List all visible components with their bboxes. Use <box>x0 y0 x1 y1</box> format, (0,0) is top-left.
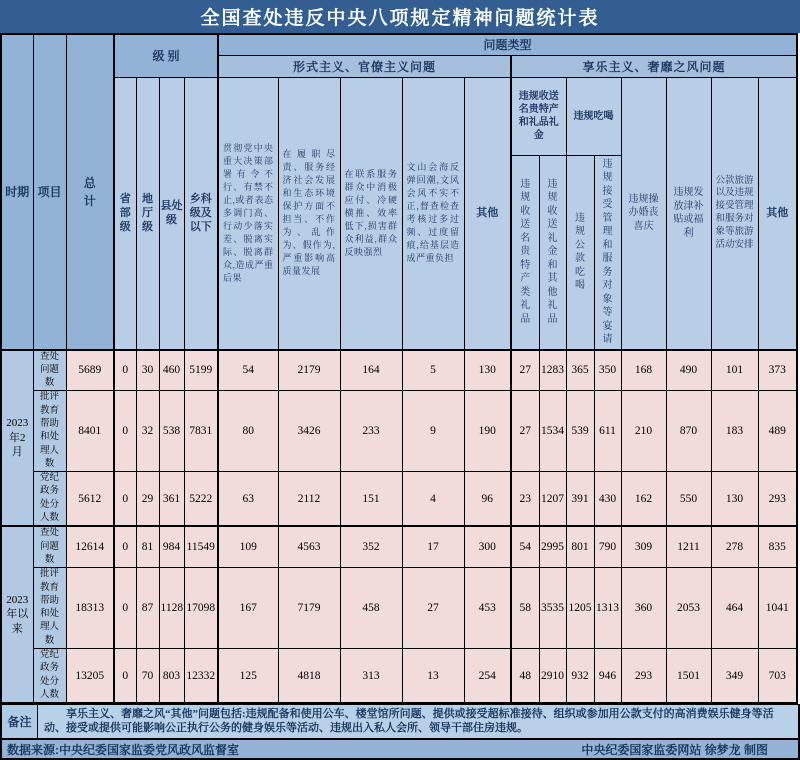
data-cell: 87 <box>136 568 159 649</box>
data-cell: 4563 <box>278 526 340 567</box>
table-row <box>1 472 797 527</box>
data-cell: 373 <box>758 350 797 391</box>
header-row-c1 <box>1 77 797 155</box>
item-cell: 批评教育帮助和处理人数 <box>33 568 66 649</box>
stats-table <box>0 33 798 704</box>
data-cell: 1205 <box>566 568 594 649</box>
data-cell: 801 <box>566 526 594 567</box>
data-cell: 5 <box>402 350 464 391</box>
data-cell: 538 <box>159 391 184 472</box>
data-cell: 9 <box>402 391 464 472</box>
data-cell: 313 <box>340 649 402 704</box>
data-cell: 4818 <box>278 649 340 704</box>
data-cell: 254 <box>464 649 511 704</box>
data-cell: 490 <box>666 350 711 391</box>
formalism-col-header-1: 贯彻党中央重大决策部署有令不行、有禁不止,或者表态多调门高、行动少落实差、脱离实际、脱离群众,造成严重后果 <box>218 77 278 350</box>
data-cell: 460 <box>159 350 184 391</box>
total-header: 总计 <box>66 34 114 350</box>
data-cell: 12332 <box>184 649 218 704</box>
data-cell: 18313 <box>66 568 114 649</box>
table-row <box>1 649 797 704</box>
gift-col-header-specialty: 违规收送名贵特产类礼品 <box>511 155 539 350</box>
data-cell: 7179 <box>278 568 340 649</box>
header-row-a <box>1 34 797 55</box>
data-cell: 130 <box>711 472 758 527</box>
item-cell: 党纪政务处分人数 <box>33 472 66 527</box>
remark-label: 备注 <box>2 705 38 738</box>
data-cell: 453 <box>464 568 511 649</box>
data-cell: 125 <box>218 649 278 704</box>
data-cell: 7831 <box>184 391 218 472</box>
table-row <box>1 391 797 472</box>
data-cell: 27 <box>402 568 464 649</box>
data-cell: 8401 <box>66 391 114 472</box>
gift-col-header-cash: 违规收送礼金和其他礼品 <box>539 155 566 350</box>
data-cell: 1534 <box>539 391 566 472</box>
data-cell: 233 <box>340 391 402 472</box>
dining-col-header-banquet: 违规接受管理和服务对象等宴请 <box>594 155 621 350</box>
data-cell: 430 <box>594 472 621 527</box>
table-row <box>1 350 797 391</box>
data-cell: 5222 <box>184 472 218 527</box>
data-cell: 4 <box>402 472 464 527</box>
level-header-county: 县处级 <box>159 77 184 350</box>
data-cell: 2053 <box>666 568 711 649</box>
data-cell: 27 <box>511 350 539 391</box>
data-cell: 11549 <box>184 526 218 567</box>
data-cell: 464 <box>711 568 758 649</box>
data-cell: 109 <box>218 526 278 567</box>
hedonism-col-header-wedding-funeral: 违规操办婚丧喜庆 <box>621 77 666 350</box>
data-cell: 5612 <box>66 472 114 527</box>
period-cell: 2023年以来 <box>1 526 33 703</box>
data-cell: 278 <box>711 526 758 567</box>
data-cell: 3535 <box>539 568 566 649</box>
data-cell: 365 <box>566 350 594 391</box>
data-cell: 101 <box>711 350 758 391</box>
remark-row <box>0 704 800 740</box>
data-cell: 1283 <box>539 350 566 391</box>
item-header: 项目 <box>33 34 66 350</box>
formalism-group-header: 形式主义、官僚主义问题 <box>218 55 511 77</box>
data-cell: 5199 <box>184 350 218 391</box>
data-cell: 151 <box>340 472 402 527</box>
data-cell: 803 <box>159 649 184 704</box>
data-cell: 32 <box>136 391 159 472</box>
table-row <box>1 526 797 567</box>
data-cell: 293 <box>758 472 797 527</box>
data-cell: 54 <box>511 526 539 567</box>
data-cell: 3426 <box>278 391 340 472</box>
data-cell: 96 <box>464 472 511 527</box>
data-cell: 611 <box>594 391 621 472</box>
hedonism-col-header-other: 其他 <box>758 77 797 350</box>
data-cell: 30 <box>136 350 159 391</box>
table-row <box>1 568 797 649</box>
data-cell: 2910 <box>539 649 566 704</box>
data-cell: 0 <box>114 526 136 567</box>
credit-text: 中央纪委国家监委网站 徐梦龙 制图 <box>581 742 768 757</box>
data-cell: 703 <box>758 649 797 704</box>
item-cell: 党纪政务处分人数 <box>33 649 66 704</box>
gift-group-header: 违规收送名贵特产和礼品礼金 <box>511 77 566 155</box>
data-cell: 1211 <box>666 526 711 567</box>
data-cell: 932 <box>566 649 594 704</box>
data-cell: 835 <box>758 526 797 567</box>
data-cell: 80 <box>218 391 278 472</box>
hedonism-group-header: 享乐主义、奢靡之风问题 <box>511 55 797 77</box>
item-cell: 查处问题数 <box>33 526 66 567</box>
level-group-header: 级 别 <box>114 34 218 77</box>
data-cell: 489 <box>758 391 797 472</box>
data-cell: 2179 <box>278 350 340 391</box>
formalism-col-header-3: 在联系服务群众中消极应付、冷硬横推、效率低下,损害群众利益,群众反映强烈 <box>340 77 402 350</box>
data-cell: 0 <box>114 649 136 704</box>
data-cell: 63 <box>218 472 278 527</box>
remark-text: 享乐主义、奢靡之风“其他”问题包括:违规配备和使用公车、楼堂馆所问题、提供或接受超标准接待、组织或参加用公款支付的高消费娱乐健身等活动、接受或提供可能影响公正执行公务的健身娱乐等活动、违规出入私人会所、领导干部住房违规。 <box>38 705 798 738</box>
data-cell: 349 <box>711 649 758 704</box>
data-cell: 29 <box>136 472 159 527</box>
data-cell: 946 <box>594 649 621 704</box>
data-cell: 391 <box>566 472 594 527</box>
data-cell: 12614 <box>66 526 114 567</box>
page-title: 全国查处违反中央八项规定精神问题统计表 <box>0 0 800 33</box>
data-cell: 352 <box>340 526 402 567</box>
data-cell: 70 <box>136 649 159 704</box>
data-cell: 0 <box>114 472 136 527</box>
data-cell: 0 <box>114 350 136 391</box>
data-cell: 1128 <box>159 568 184 649</box>
data-cell: 458 <box>340 568 402 649</box>
item-cell: 查处问题数 <box>33 350 66 391</box>
data-cell: 539 <box>566 391 594 472</box>
data-cell: 984 <box>159 526 184 567</box>
data-cell: 0 <box>114 391 136 472</box>
data-cell: 2995 <box>539 526 566 567</box>
data-cell: 0 <box>114 568 136 649</box>
data-cell: 309 <box>621 526 666 567</box>
data-cell: 550 <box>666 472 711 527</box>
item-cell: 批评教育帮助和处理人数 <box>33 391 66 472</box>
data-cell: 210 <box>621 391 666 472</box>
data-cell: 1313 <box>594 568 621 649</box>
data-cell: 162 <box>621 472 666 527</box>
data-cell: 790 <box>594 526 621 567</box>
data-cell: 58 <box>511 568 539 649</box>
data-cell: 167 <box>218 568 278 649</box>
problem-type-header: 问题类型 <box>218 34 797 55</box>
data-cell: 17098 <box>184 568 218 649</box>
dining-group-header: 违规吃喝 <box>566 77 621 155</box>
data-cell: 1041 <box>758 568 797 649</box>
level-header-prefecture: 地厅级 <box>136 77 159 350</box>
data-cell: 48 <box>511 649 539 704</box>
formalism-col-header-other: 其他 <box>464 77 511 350</box>
data-cell: 2112 <box>278 472 340 527</box>
data-cell: 23 <box>511 472 539 527</box>
level-header-township: 乡科级及以下 <box>184 77 218 350</box>
data-cell: 81 <box>136 526 159 567</box>
data-cell: 361 <box>159 472 184 527</box>
data-cell: 190 <box>464 391 511 472</box>
hedonism-col-header-travel: 公款旅游以及违规接受管理和服务对象等旅游活动安排 <box>711 77 758 350</box>
data-cell: 5689 <box>66 350 114 391</box>
data-cell: 870 <box>666 391 711 472</box>
formalism-col-header-2: 在履职尽责、服务经济社会发展和生态环境保护方面不担当、不作为、乱作为、假作为,严重影响高质量发展 <box>278 77 340 350</box>
data-cell: 300 <box>464 526 511 567</box>
data-cell: 17 <box>402 526 464 567</box>
data-source-text: 数据来源:中央纪委国家监委党风政风监督室 <box>7 742 239 757</box>
data-cell: 54 <box>218 350 278 391</box>
level-header-provincial: 省部级 <box>114 77 136 350</box>
data-cell: 13 <box>402 649 464 704</box>
data-cell: 164 <box>340 350 402 391</box>
data-cell: 1501 <box>666 649 711 704</box>
data-cell: 183 <box>711 391 758 472</box>
period-header: 时期 <box>1 34 33 350</box>
data-cell: 1207 <box>539 472 566 527</box>
data-cell: 350 <box>594 350 621 391</box>
data-cell: 168 <box>621 350 666 391</box>
data-cell: 27 <box>511 391 539 472</box>
data-cell: 130 <box>464 350 511 391</box>
hedonism-col-header-allowance: 违规发放津补贴或福利 <box>666 77 711 350</box>
data-cell: 360 <box>621 568 666 649</box>
period-cell: 2023年2月 <box>1 350 33 527</box>
footer-bar <box>0 740 800 760</box>
formalism-col-header-4: 文山会海反弹回潮,文风会风不实不正,督查检查考核过多过频、过度留痕,给基层造成严重负担 <box>402 77 464 350</box>
data-cell: 13205 <box>66 649 114 704</box>
data-cell: 293 <box>621 649 666 704</box>
dining-col-header-public-funds: 违规公款吃喝 <box>566 155 594 350</box>
